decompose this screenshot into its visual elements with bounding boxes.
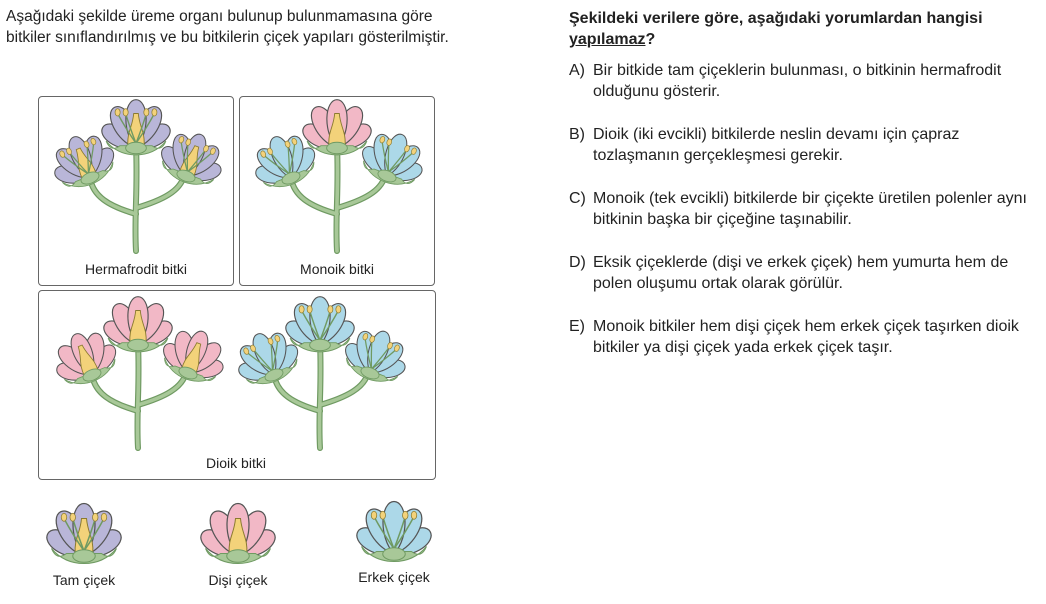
monoik-plant (239, 96, 435, 256)
disi-flower-icon (197, 504, 280, 565)
question-text (569, 8, 1039, 50)
option-e-text: Monoik bitkiler hem dişi çiçek hem erkek çiçek taşırken dioik bitkiler ya dişi çiçek yada erkek çiçek taşır. (593, 318, 1019, 356)
option-e-letter: E) (569, 318, 585, 335)
legend-tam-label: Tam çiçek (52, 572, 116, 588)
option-b[interactable] (569, 124, 1041, 166)
option-c[interactable] (569, 188, 1041, 230)
hermafrodit-plant (38, 96, 234, 256)
option-b-text: Dioik (iki evcikli) bitkilerde neslin devamı için çapraz tozlaşmanın gerçekleşmesi gerekir. (593, 126, 960, 164)
option-d[interactable] (569, 252, 1041, 294)
legend-tam-flower (38, 498, 130, 568)
disi-flower-icon (100, 297, 176, 353)
intro-text: Aşağıdaki şekilde üreme organı bulunup bulunmamasına göre bitkiler sınıflandırılmış ve bu bitkilerin çiçek yapıları gösterilmiştir. (6, 8, 449, 46)
option-e[interactable] (569, 316, 1041, 358)
caption-monoik: Monoik bitki (300, 261, 374, 277)
option-d-letter: D) (569, 254, 586, 271)
question-emphasis: yapılamaz (569, 31, 646, 48)
option-b-letter: B) (569, 126, 585, 143)
legend-erkek-flower (348, 496, 440, 566)
dioik-female-plant (40, 293, 236, 453)
legend-disi-label: Dişi çiçek (208, 572, 268, 588)
erkek-flower-icon (353, 502, 436, 563)
tam-flower-icon (98, 100, 174, 156)
option-a-letter: A) (569, 62, 585, 79)
answer-options (569, 60, 1041, 380)
caption-dioik: Dioik bitki (206, 455, 266, 471)
question-prefix: Şekildeki verilere göre, aşağıdaki yorumlardan hangisi (569, 10, 983, 27)
tam-flower-icon (43, 504, 126, 565)
legend-erkek-label: Erkek çiçek (358, 569, 430, 585)
erkek-flower-icon (282, 297, 358, 353)
option-a-text: Bir bitkide tam çiçeklerin bulunması, o bitkinin hermafrodit olduğunu gösterir. (593, 62, 1002, 100)
option-c-text: Monoik (tek evcikli) bitkilerde bir çiçekte üretilen polenler aynı bitkinin başka bir çiçeğine taşınabilir. (593, 190, 1027, 228)
dioik-male-plant (222, 293, 418, 453)
option-c-letter: C) (569, 190, 586, 207)
legend-disi-flower (192, 498, 284, 568)
option-d-text: Eksik çiçeklerde (dişi ve erkek çiçek) hem yumurta hem de polen oluşumu ortak olarak görülür. (593, 254, 1009, 292)
caption-hermafrodit: Hermafrodit bitki (85, 261, 187, 277)
option-a[interactable] (569, 60, 1041, 102)
disi-flower-icon (299, 100, 375, 156)
question-suffix: ? (645, 31, 656, 48)
